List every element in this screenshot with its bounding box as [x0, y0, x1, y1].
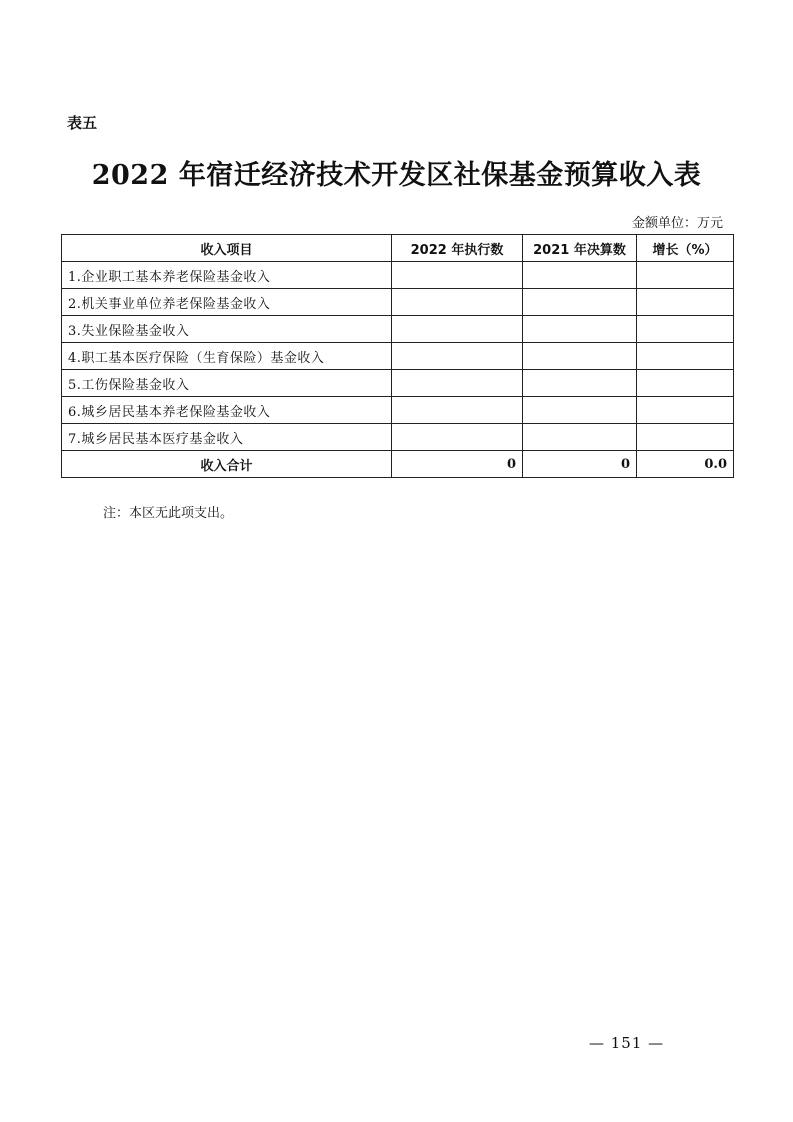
row-final-2021	[523, 289, 637, 316]
row-growth	[637, 343, 734, 370]
table-row	[62, 397, 734, 424]
table-row	[62, 424, 734, 451]
table-row	[62, 289, 734, 316]
table-row	[62, 343, 734, 370]
row-final-2021	[523, 316, 637, 343]
header-final-2021: 2021 年决算数	[523, 235, 637, 262]
row-exec-2022	[392, 316, 523, 343]
page-number: — 151 —	[589, 1034, 665, 1052]
row-final-2021	[523, 397, 637, 424]
total-row	[62, 451, 734, 478]
row-item: 3.失业保险基金收入	[62, 316, 392, 343]
table-row	[62, 262, 734, 289]
row-exec-2022	[392, 397, 523, 424]
header-growth: 增长（%）	[637, 235, 734, 262]
row-growth	[637, 289, 734, 316]
row-growth	[637, 370, 734, 397]
page-title: 2022 年宿迁经济技术开发区社保基金预算收入表	[91, 160, 702, 191]
row-exec-2022	[392, 343, 523, 370]
row-exec-2022	[392, 289, 523, 316]
row-growth	[637, 316, 734, 343]
row-exec-2022	[392, 424, 523, 451]
header-exec-2022: 2022 年执行数	[392, 235, 523, 262]
row-item: 6.城乡居民基本养老保险基金收入	[62, 397, 392, 424]
row-final-2021	[523, 262, 637, 289]
row-final-2021	[523, 370, 637, 397]
table-label: 表五	[67, 114, 98, 132]
row-item: 7.城乡居民基本医疗基金收入	[62, 424, 392, 451]
row-exec-2022	[392, 262, 523, 289]
table-row	[62, 370, 734, 397]
total-final-2021: 0	[523, 451, 637, 478]
row-item: 2.机关事业单位养老保险基金收入	[62, 289, 392, 316]
header-item: 收入项目	[62, 235, 392, 262]
row-final-2021	[523, 343, 637, 370]
row-final-2021	[523, 424, 637, 451]
row-item: 1.企业职工基本养老保险基金收入	[62, 262, 392, 289]
row-item: 4.职工基本医疗保险（生育保险）基金收入	[62, 343, 392, 370]
total-label: 收入合计	[62, 451, 392, 478]
row-growth	[637, 424, 734, 451]
table-row	[62, 316, 734, 343]
footnote: 注：本区无此项支出。	[103, 506, 234, 521]
row-growth	[637, 397, 734, 424]
table-header-row	[62, 235, 734, 262]
row-exec-2022	[392, 370, 523, 397]
row-item: 5.工伤保险基金收入	[62, 370, 392, 397]
unit-label: 金额单位：万元	[631, 216, 723, 231]
budget-table	[61, 234, 734, 478]
total-exec-2022: 0	[392, 451, 523, 478]
total-growth: 0.0	[637, 451, 734, 478]
row-growth	[637, 262, 734, 289]
